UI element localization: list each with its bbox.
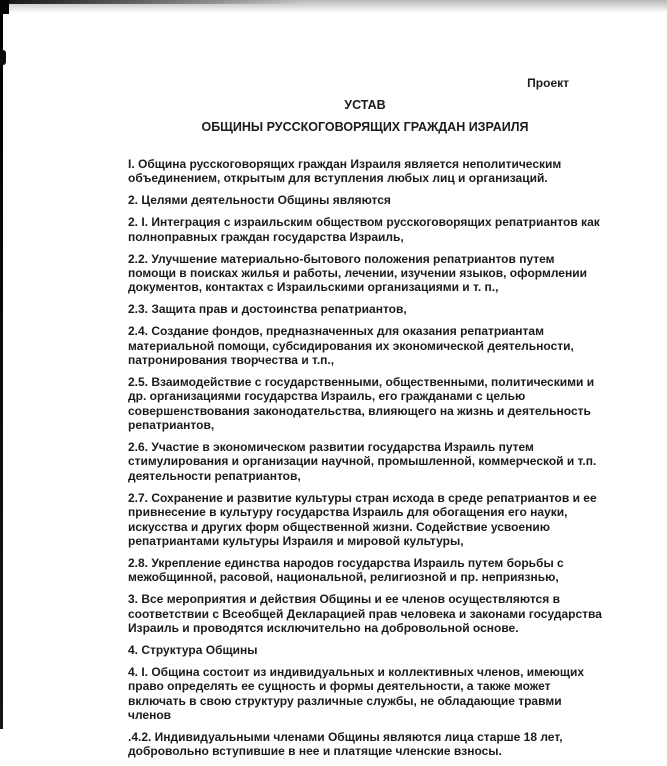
paragraph: 4. Структура Общины (128, 642, 258, 657)
paragraph: .4.2. Индивидуальными членами Общины являются лица старше 18 лет, добровольно вступившие в нее и платящие членские взносы. (128, 729, 563, 759)
paragraph: 2.7. Сохранение и развитие культуры стран исхода в среде репатриантов и ее привнесение в культуру государства Израиль для обогащения его науки, искусства и других форм общественной жизни. Содействие усвоению репатриантами культуры Израиля и мировой культуры, (128, 490, 597, 548)
paragraph: 2.8. Укрепление единства народов государства Израиль путем борьбы с межобщинной, расовой, национальной, религиозной и пр. неприязнью, (128, 555, 564, 585)
paragraph: 4. I. Община состоит из индивидуальных и коллективных членов, имеющих право определять ее сущность и формы деятельности, а также может включать в свою структуру различные службы, не обладающие травми членов (128, 664, 585, 722)
document-subtitle: ОБЩИНЫ РУССКОГОВОРЯЩИХ ГРАЖДАН ИЗРАИЛЯ (201, 120, 529, 134)
scan-edge-left (0, 0, 3, 729)
paragraph: 2. I. Интеграция с израильским обществом русскоговорящих репатриантов как полноправных граждан государства Израиль, (128, 215, 600, 244)
document-content (128, 0, 602, 766)
draft-label: Проект (527, 76, 569, 90)
paragraph: 2.3. Защита прав и достоинства репатриантов, (128, 302, 407, 317)
scan-artifact-blob (0, 50, 6, 65)
document-title: УСТАВ (344, 98, 386, 112)
paragraph: 2.6. Участие в экономическом развитии государства Израиль путем стимулирования и организации научной, промышленной, коммерческой и т.п. деятельности репатриантов, (128, 440, 597, 483)
paragraph: 2.4. Создание фондов, предназначенных для оказания репатриантам материальной помощи, субсидирования их экономической деятельности, патронирования творчества и т.п., (128, 324, 574, 367)
paragraph: 2.2. Улучшение материально-бытового положения репатриантов путем помощи в поисках жилья и работы, лечении, изучении языков, оформлении документов, контактах с Израильскими организациями и т. п., (128, 251, 587, 295)
paragraph: 3. Все мероприятия и действия Общины и ее членов осуществляются в соответствии с Всеобщей Декларацией прав человека и законами государства Израиль и проводятся исключительно на добровольной основе. (128, 592, 602, 635)
paragraph: I. Община русскоговорящих граждан Израиля является неполитическим объединением, открытым для вступления любых лиц и организаций. (128, 157, 562, 186)
paragraph: 2.5. Взаимодействие с государственными, общественными, политическими и др. организациями государства Израиль, его гражданами с целью совершенствования законодательства, влияющего на жизнь и деятельность репатриантов, (128, 374, 595, 433)
scan-corner-artifact (0, 0, 9, 14)
paragraph-list (128, 157, 602, 759)
paragraph: 2. Целями деятельности Общины являются (128, 193, 391, 208)
